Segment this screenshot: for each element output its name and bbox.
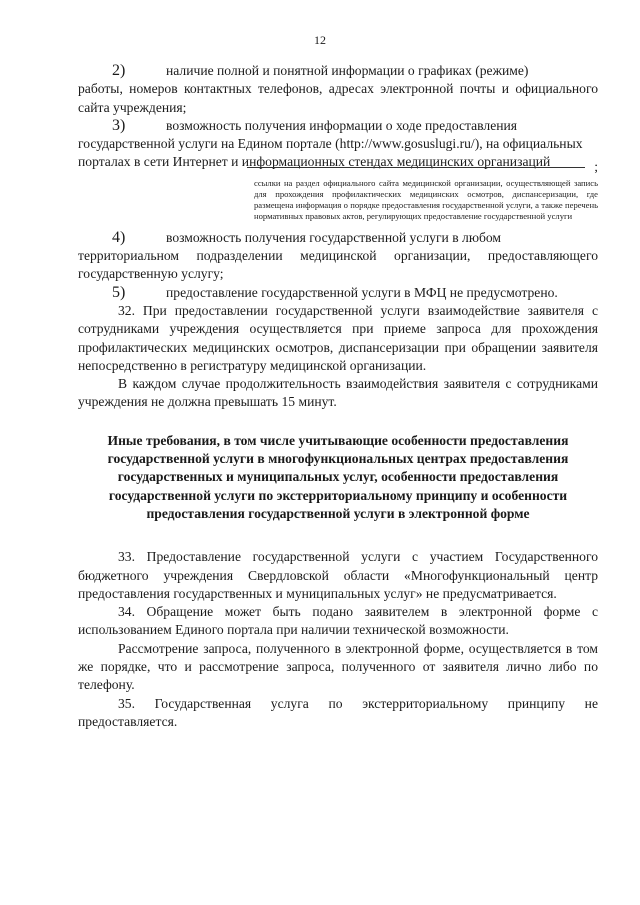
footnote-text: ссылки на раздел официального сайта медицинской организации, осуществляющей запись для прохождения профилактических медицинских осмотров, диспансеризации, где размещена информация о порядке предоставления государственной услуги, а также перечень нормативных правовых актов, регулирующих предоставление государственной услуги: [254, 177, 598, 221]
list-item-first-line: предоставление государственной услуги в МФЦ не предусмотрено.: [166, 284, 558, 300]
document-body: [78, 62, 598, 731]
list-item: [78, 62, 598, 117]
footnote-semicolon: ;: [594, 158, 598, 174]
list-item-first-line: возможность получения информации о ходе предоставления: [166, 117, 518, 133]
paragraph-34-review: Рассмотрение запроса, полученного в электронной форме, осуществляется в том же порядке, что и рассмотрение запроса, полученного от заявителя лично либо по телефону.: [78, 640, 598, 693]
footnote: [254, 158, 598, 222]
blank-underline: [247, 167, 585, 168]
paragraph-32: 32. При предоставлении государственной услуги взаимодействие заявителя с сотрудниками учреждения осуществляется при приеме запроса для прохождения профилактических медицинских осмотров, диспансеризации при обращении заявителя непосредственно в регистратуру медицинской организации.: [78, 302, 598, 373]
list-item-text: государственной услуги на Едином портале (http://www.gosuslugi.ru/), на официальных порталах в сети Интернет и информационных стендах медицинских организаций: [78, 136, 583, 170]
list-item: [78, 229, 598, 284]
list-item-number: 4): [112, 228, 126, 246]
section-heading: Иные требования, в том числе учитывающие особенности предоставления государственной услуги в многофункциональных центрах предоставления государственных и муниципальных услуг, особенности предоставления государственной услуги по экстерриториальному принципу и особенности предоставления государственной услуги в электронной форме: [107, 432, 569, 521]
list-item: [78, 284, 598, 302]
list-item-number: 2): [112, 62, 126, 79]
list-item-text: территориальном подразделении медицинской организации, предоставляющего государственную услугу;: [78, 248, 598, 282]
list-item-first-line: наличие полной и понятной информации о графиках (режиме): [166, 63, 529, 78]
paragraph-35: 35. Государственная услуга по экстерриториальному принципу не предоставляется.: [78, 695, 598, 729]
list-item-number: 3): [112, 116, 126, 134]
paragraph-32-duration: В каждом случае продолжительность взаимодействия заявителя с сотрудниками учреждения не должна превышать 15 минут.: [78, 376, 598, 410]
list-item: [78, 117, 598, 172]
list-item-first-line: возможность получения государственной услуги в любом: [166, 229, 502, 245]
list-item-number: 5): [112, 283, 126, 301]
page-number: 12: [314, 33, 326, 47]
paragraph-34: 34. Обращение может быть подано заявителем в электронной форме с использованием Единого портала при наличии технической возможности.: [78, 604, 598, 638]
paragraph-33: 33. Предоставление государственной услуги с участием Государственного бюджетного учреждения Свердловской области «Многофункциональный центр предоставления государственных и муниципальных услуг» не предусматривается.: [78, 549, 598, 601]
list-item-text: работы, номеров контактных телефонов, адресах электронной почты и официального сайта учреждения;: [78, 81, 598, 115]
